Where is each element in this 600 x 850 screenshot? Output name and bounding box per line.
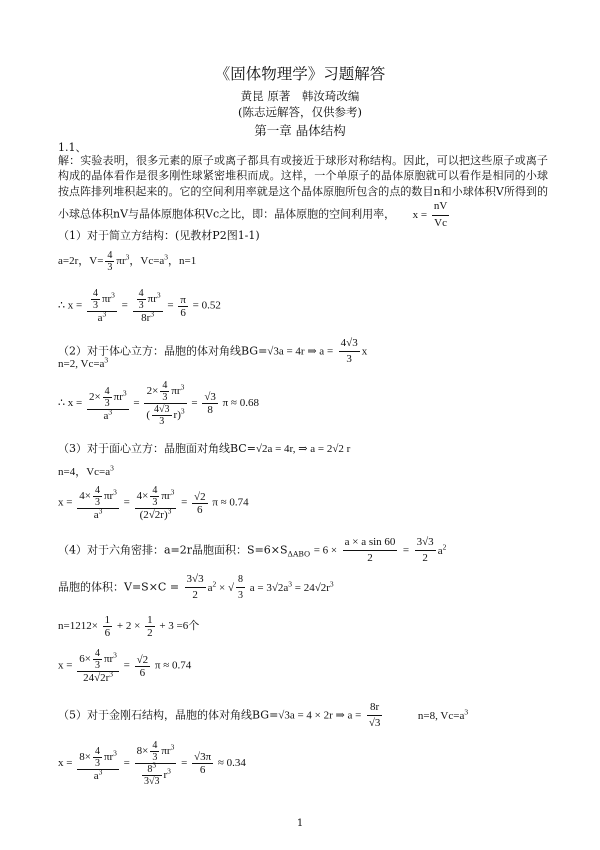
diamond-heading: （5）对于金刚石结构，晶胞的体对角线BG=√3a = 4 × 2r ⇒ a = $\frac{8r}{√3}$ n=8, $Vc=a^3$ (58, 701, 469, 729)
sc-result: = 0.52 (192, 299, 221, 312)
bcc-params: n=2, $Vc=a^3$ (58, 355, 109, 370)
diamond-result: ≈ 0.34 (217, 757, 246, 770)
sc-heading: （1）对于简立方结构：(见教材P2图1-1) (58, 229, 260, 242)
page-number: 1 (296, 818, 304, 829)
intro-text: 解：实验表明，很多元素的原子或离子都具有或接近于球形对称结构。因此，可以把这些原子或离子构成的晶体看作是很多刚性球紧密堆积而成。这样，一个单原子的晶体原胞就可以看作是相同的小球按点阵排列堆积起来的。它的空间利用率就是这个晶体原胞所包含的点的数目n和小球体积V所得到的小球总体积nV与晶体原胞体积Vc之比，即：晶体原胞的空间利用率， (58, 154, 548, 221)
bcc-result: π ≈ 0.68 (222, 397, 259, 410)
hcp-result: π ≈ 0.74 (154, 659, 192, 672)
diamond-formula: x = 8× $\frac{4}{3}$ $\pi r^3$ $a^3$ = 8× $\frac{4}{3}$ $\pi r^3$ $\frac{8^3}{3√3}$ $r^3$ = $\frac{√3\pi}{6}$ ≈ 0.34 (58, 740, 246, 787)
section-number: 1.1、 (58, 141, 87, 154)
hcp-volume: 晶胞的体积：V=S×C = $\frac{3√3}{2}$ $a^2$ × √ $\frac{8}{3}$ $a = 3√2a^3 = 24√2r^3$ (58, 573, 334, 602)
fcc-heading: （3）对于面心立方：晶胞面对角线BC=√2a = 4r, ⇒ a = 2√2 r (58, 442, 351, 455)
bcc-heading: （2）对于体心立方：晶胞的体对角线BG=√3a = 4r ⇒ a = $\frac{4√3}{3}$ x (58, 337, 368, 365)
sc-formula: ∴ x = $\frac{4}{3}$ $\pi r^3$ $a^3$ = $\frac{4}{3}$ $\pi r^3$ $8r^3$ = $\frac{\pi}{6}$ = 0.52 (58, 288, 221, 324)
sc-params: a=2r，V= $\frac{4}{3}$ $\pi r^3$，$Vc=a^3$，n=1 (58, 250, 197, 273)
note-line: (陈志远解答，仅供参考) (238, 105, 362, 119)
page-title: 《固体物理学》习题解答 (214, 65, 386, 83)
intro-paragraph (58, 153, 548, 231)
hcp-formula: x = 6× $\frac{4}{3}$ $\pi r^3$ $24√2r^3$ = $\frac{√2}{6}$ π ≈ 0.74 (58, 648, 192, 684)
fcc-formula: x = 4× $\frac{4}{3}$ $\pi r^3$ $a^3$ = 4× $\frac{4}{3}$ $\pi r^3$ $(2√2r)^3$ = $\frac{√2}{6}$ π ≈ 0.74 (58, 485, 249, 521)
bcc-formula: ∴ x = 2× $\frac{4}{3}$ $\pi r^3$ $a^3$ = 2× $\frac{4}{3}$ $\pi r^3$ ( $\frac{4√3}{3}$ r)$^3$ = $\frac{√3}{8}$ π ≈ 0.68 (58, 380, 259, 427)
hcp-heading: （4）对于六角密排：a=2r晶胞面积：$S=6\times S_{\Delta ABO} = 6$ × $\frac{\text{a × a sin 60}}{2}$ = $\frac{3√3}{2}$ $a^2$ (58, 536, 447, 564)
fcc-result: π ≈ 0.74 (212, 496, 249, 509)
chapter-heading: 第一章 晶体结构 (254, 123, 346, 138)
hcp-count: n=1212× $\frac{1}{6}$ + 2 × $\frac{1}{2}$ + 3 =6个 (58, 614, 200, 639)
fcc-params: n=4，$Vc=a^3$ (58, 463, 114, 478)
authors-line: 黄昆 原著 韩汝琦改编 (240, 89, 360, 103)
ratio-formula: x = $\frac{nV}{Vc}$ (412, 200, 448, 229)
